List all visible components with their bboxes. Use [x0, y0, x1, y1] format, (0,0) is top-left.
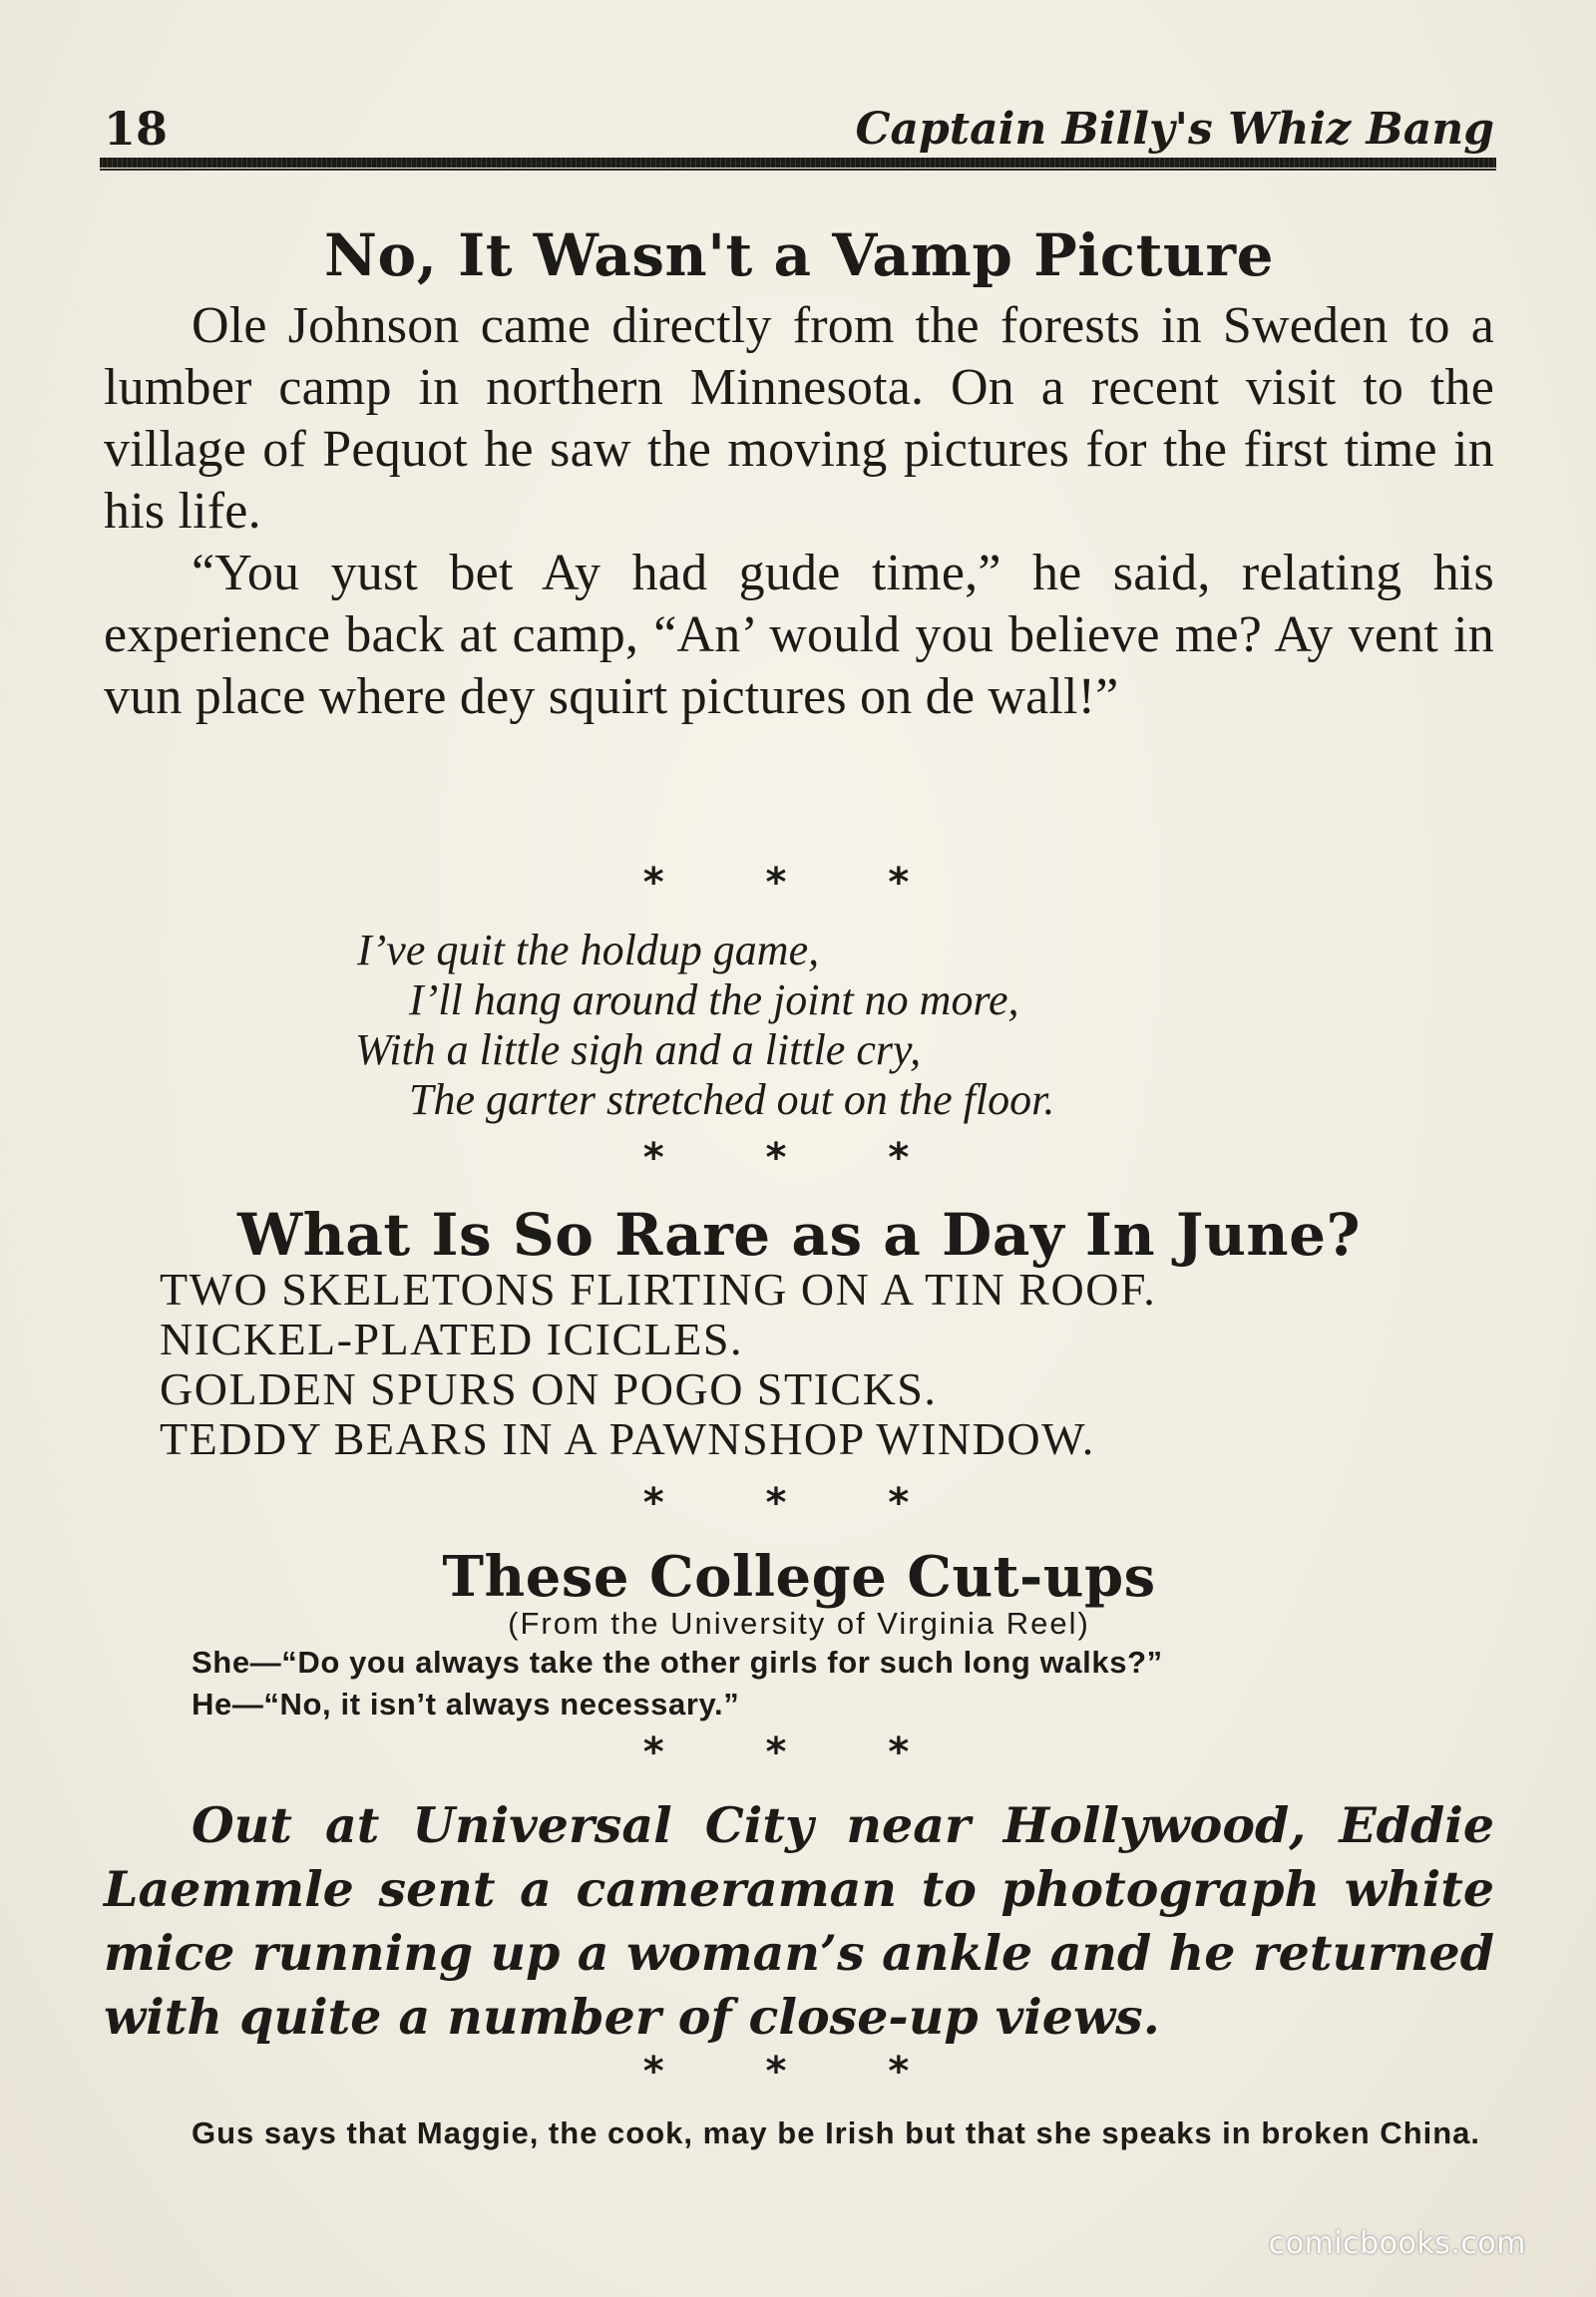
- article-universal-city: [104, 1793, 1494, 2049]
- article-vamp-picture: [104, 221, 1494, 289]
- poem-line: The garter stretched out on the floor.: [409, 1075, 1055, 1124]
- article-rare-day: [104, 1201, 1494, 1269]
- separator: * * *: [642, 1480, 954, 1526]
- paragraph: “You yust bet Ay had gude time,” he said, relating his experience back at camp, “An’ would you believe me? Ay vent in vun place where dey squirt pictures on de wall!”: [104, 545, 1494, 725]
- paragraph: Gus says that Maggie, the cook, may be Irish but that she speaks in broken China.: [192, 2115, 1481, 2150]
- article-college-cutups: [104, 1544, 1494, 1610]
- source-credit: (From the University of Virginia Reel): [508, 1606, 1090, 1641]
- poem-line: I’ll hang around the joint no more,: [409, 975, 1019, 1024]
- college-cutups-source: [104, 1606, 1494, 1642]
- poem-line: With a little sigh and a little cry,: [355, 1025, 922, 1074]
- article-vamp-body: [104, 295, 1494, 728]
- article-title: No, It Wasn't a Vamp Picture: [324, 221, 1274, 289]
- article-gus-maggie: [104, 2112, 1494, 2154]
- paragraph: Out at Universal City near Hollywood, Eddie Laemmle sent a cameraman to photograph white mice running up a woman’s ankle and he returned with quite a number of close-up views.: [104, 1796, 1494, 2046]
- list-item: GOLDEN SPURS ON POGO STICKS.: [160, 1363, 938, 1414]
- list-item: TWO SKELETONS FLIRTING ON A TIN ROOF.: [160, 1264, 1157, 1315]
- running-title: Captain Billy's Whiz Bang: [855, 104, 1494, 155]
- page-number: 18: [104, 102, 169, 156]
- college-cutups-dialog: [104, 1642, 1494, 1725]
- separator: * * *: [642, 1135, 954, 1181]
- paragraph: Ole Johnson came directly from the forests in Sweden to a lumber camp in northern Minnesota. On a recent visit to the village of Pequot he saw the moving pictures for the first time in his life.: [104, 297, 1494, 540]
- separator: * * *: [642, 2049, 954, 2095]
- list-item: TEDDY BEARS IN A PAWNSHOP WINDOW.: [160, 1413, 1095, 1464]
- dialog-line: He—“No, it isn’t always necessary.”: [192, 1687, 740, 1722]
- separator: * * *: [642, 1729, 954, 1775]
- watermark: comicbooks.com: [1268, 2226, 1526, 2261]
- dialog-line: She—“Do you always take the other girls for such long walks?”: [192, 1645, 1163, 1680]
- list-item: NICKEL-PLATED ICICLES.: [160, 1314, 743, 1364]
- article-title: These College Cut-ups: [442, 1544, 1156, 1610]
- separator: * * *: [642, 860, 954, 906]
- header-rule: [100, 158, 1496, 168]
- article-title: What Is So Rare as a Day In June?: [236, 1201, 1361, 1269]
- header-rule-bottom: [100, 169, 1496, 171]
- page-header: [104, 100, 1494, 156]
- poem-line: I’ve quit the holdup game,: [357, 926, 820, 974]
- rare-day-list: [104, 1265, 1494, 1464]
